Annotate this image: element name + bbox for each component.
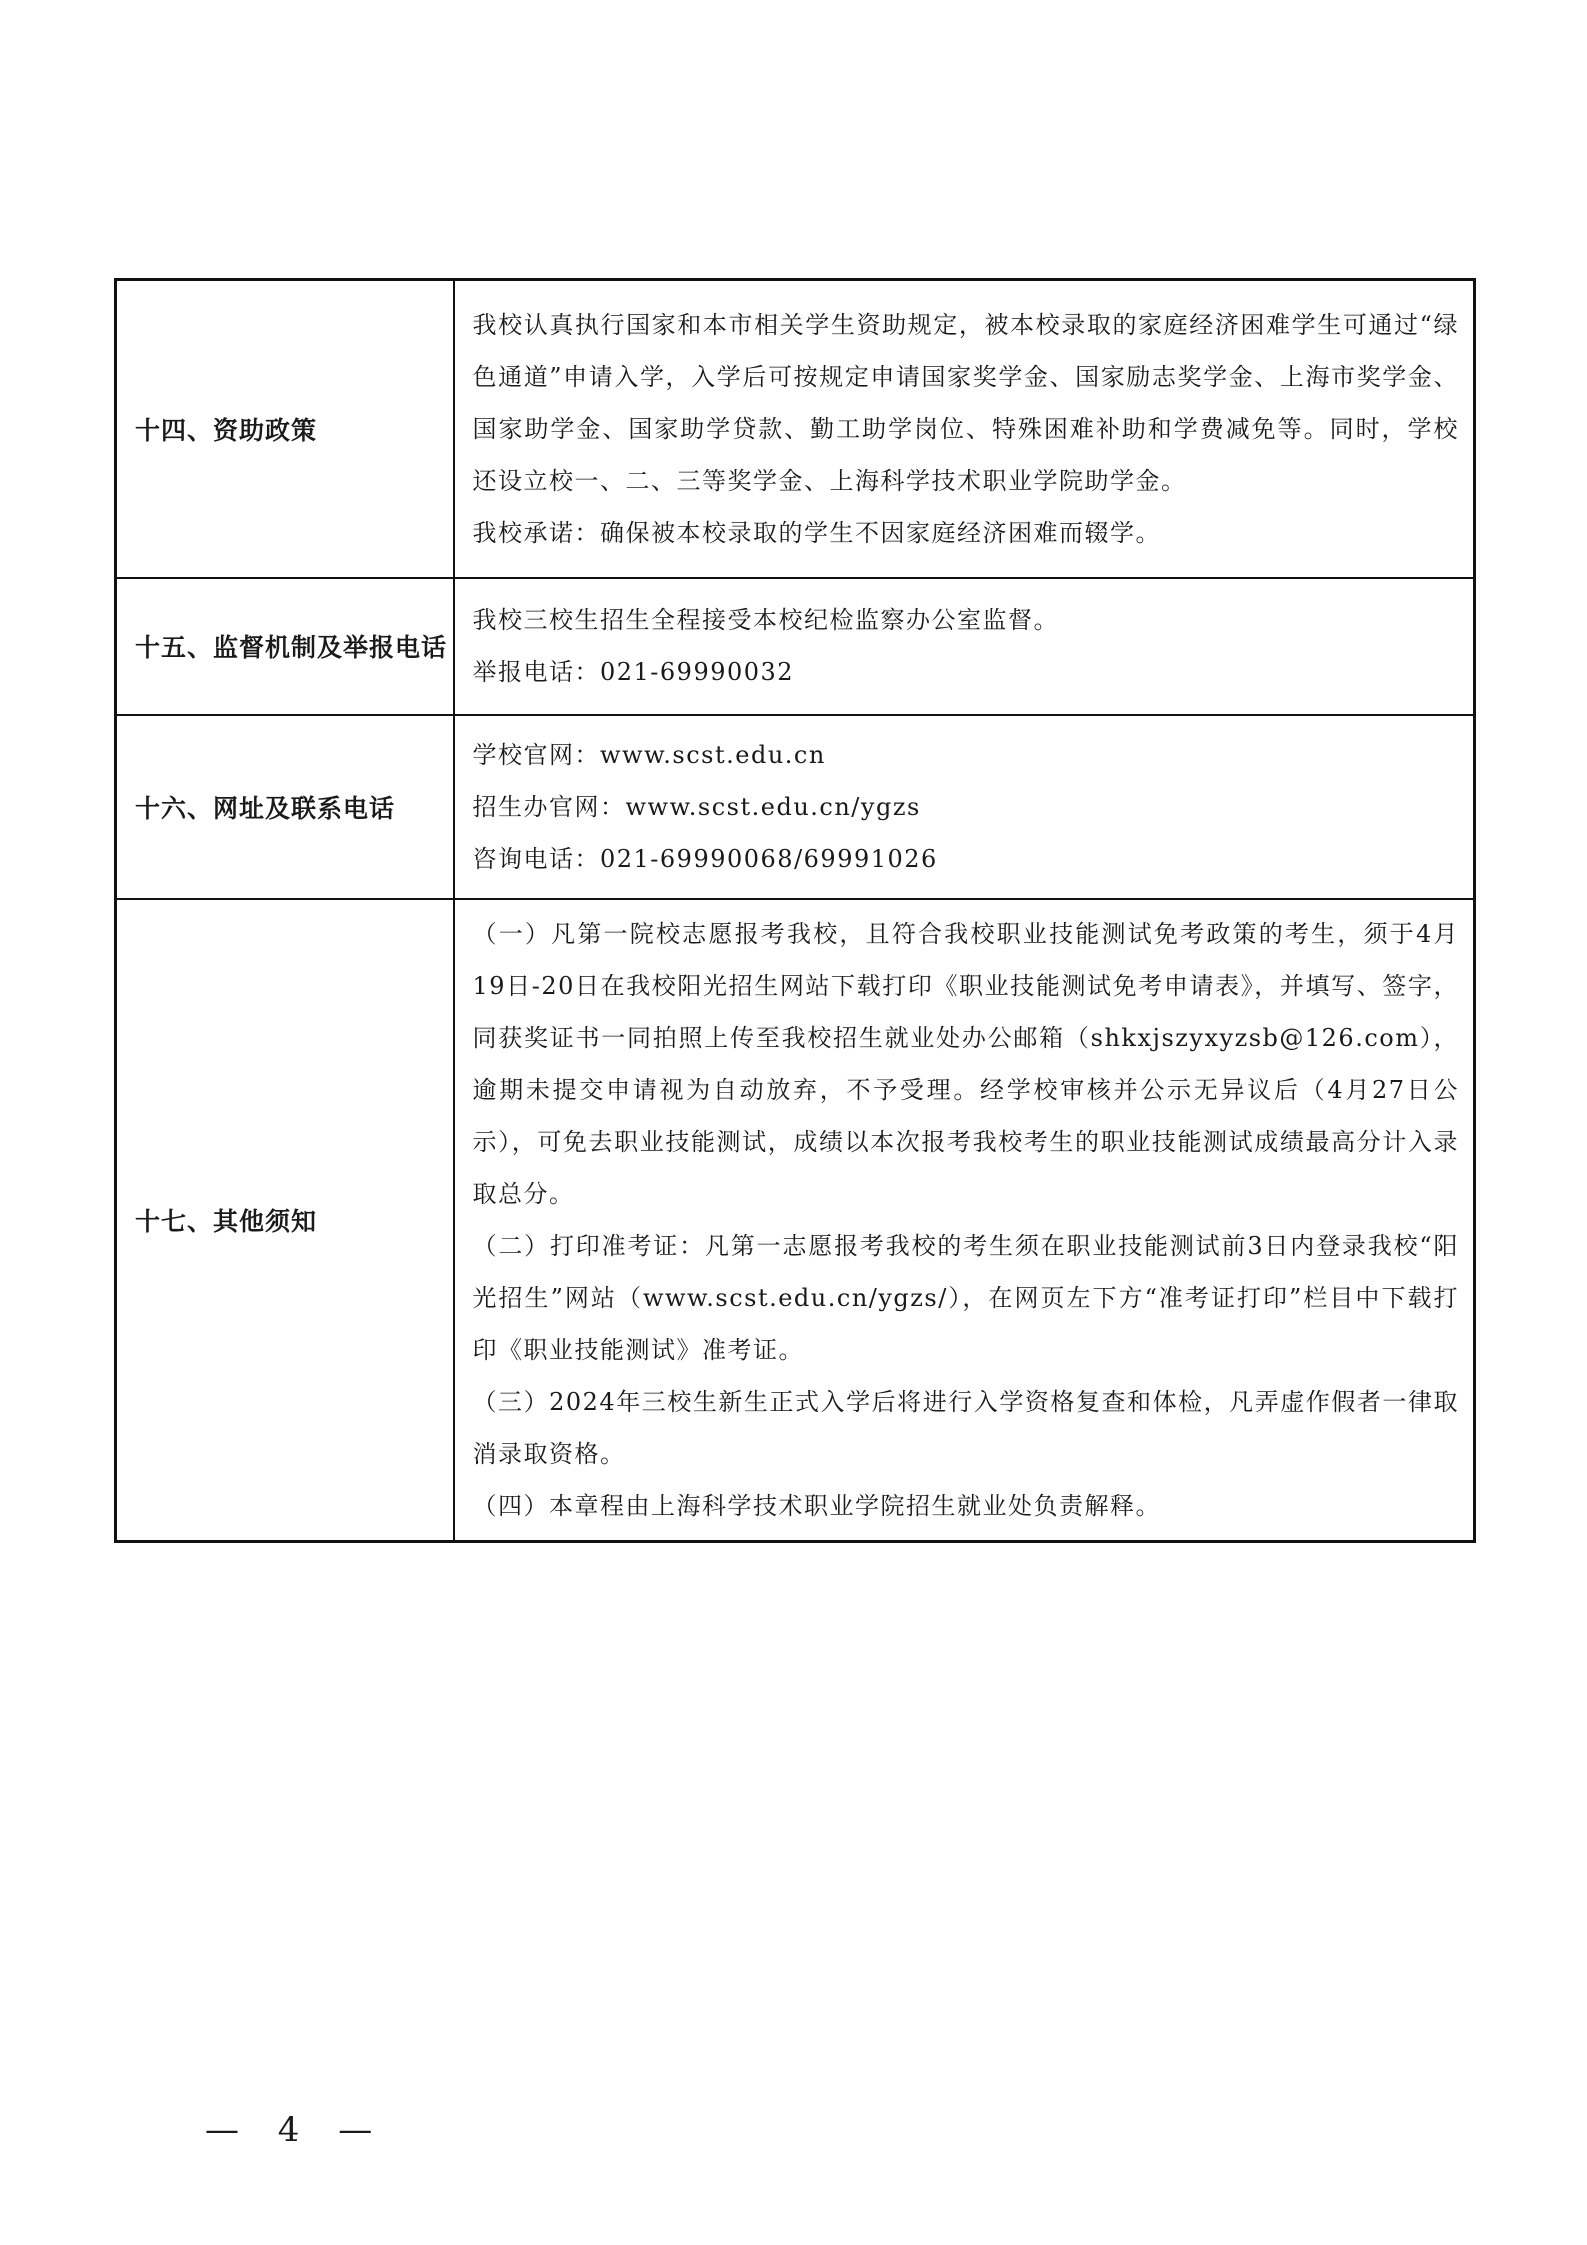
paragraph: 学校官网：www.scst.edu.cn [472,740,826,769]
row-label: 十五、监督机制及举报电话 [116,578,454,715]
row-label: 十七、其他须知 [116,899,454,1542]
paragraph: 我校认真执行国家和本市相关学生资助规定，被本校录取的家庭经济困难学生可通过“绿色通道”申请入学，入学后可按规定申请国家奖学金、国家励志奖学金、上海市奖学金、国家助学金、国家助学贷款、勤工助学岗位、特殊困难补助和学费减免等。同时，学校还设立校一、二、三等奖学金、上海科学技术职业学院助学金。 [472,310,1459,495]
paragraph: （一）凡第一院校志愿报考我校，且符合我校职业技能测试免考政策的考生，须于4月19日-20日在我校阳光招生网站下载打印《职业技能测试免考申请表》，并填写、签字，同获奖证书一同拍照上传至我校招生就业处办公邮箱（shkxjszyxyzsb@126.com），逾期未提交申请视为自动放弃，不予受理。经学校审核并公示无异议后（4月27日公示），可免去职业技能测试，成绩以本次报考我校考生的职业技能测试成绩最高分计入录取总分。 [472,919,1459,1208]
paragraph: 招生办官网：www.scst.edu.cn/ygzs [472,792,921,821]
row-content [454,578,1475,715]
row-content [454,899,1475,1542]
table-row [116,578,1475,715]
row-content [454,280,1475,578]
paragraph: （三）2024年三校生新生正式入学后将进行入学资格复查和体检，凡弄虚作假者一律取消录取资格。 [472,1387,1459,1468]
paragraph: （二）打印准考证：凡第一志愿报考我校的考生须在职业技能测试前3日内登录我校“阳光招生”网站（www.scst.edu.cn/ygzs/），在网页左下方“准考证打印”栏目中下载打印《职业技能测试》准考证。 [472,1231,1459,1364]
page-number: — 4 — [205,2110,387,2150]
table-row [116,280,1475,578]
paragraph: 咨询电话：021-69990068/69991026 [472,844,938,873]
table-row [116,715,1475,899]
table-row [116,899,1475,1542]
paragraph: 举报电话：021-69990032 [472,658,795,686]
paragraph: 我校三校生招生全程接受本校纪检监察办公室监督。 [472,606,1059,634]
row-content [454,715,1475,899]
paragraph: （四）本章程由上海科学技术职业学院招生就业处负责解释。 [472,1491,1161,1520]
admission-policy-table [114,278,1476,1543]
row-label: 十四、资助政策 [116,280,454,578]
row-label: 十六、网址及联系电话 [116,715,454,899]
paragraph: 我校承诺：确保被本校录取的学生不因家庭经济困难而辍学。 [472,518,1161,547]
